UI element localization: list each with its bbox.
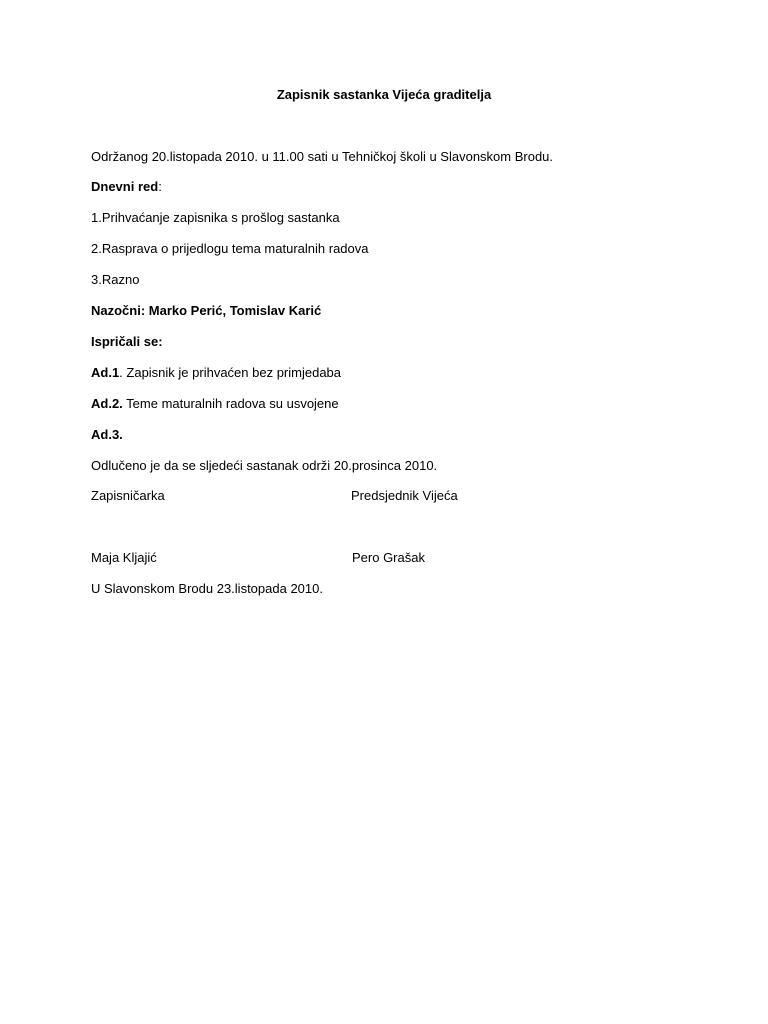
agenda-colon: : [158,179,162,194]
place-date: U Slavonskom Brodu 23.listopada 2010. [91,581,323,596]
agenda-item-2: 2.Rasprava o prijedlogu tema maturalnih radova [91,241,369,256]
ad1-label: Ad.1 [91,365,120,380]
agenda-label: Dnevni red [91,179,159,194]
ad1-text: . Zapisnik je prihvaćen bez primjedaba [119,365,342,380]
ad2-paragraph [91,396,339,412]
ad2-text: Teme maturalnih radova su usvojene [122,396,339,411]
decision-text: Odlučeno je da se sljedeći sastanak održi 20.prosinca 2010. [91,458,438,473]
president-role: Predsjednik Vijeća [351,488,458,503]
ad2-label: Ad.2. [91,396,123,411]
ad1-paragraph [91,365,341,381]
agenda-heading [91,179,162,195]
recorder-role: Zapisničarka [91,488,165,503]
ad3-label: Ad.3. [91,427,123,442]
present-list: Nazočni: Marko Perić, Tomislav Karić [91,303,322,318]
recorder-name: Maja Kljajić [91,550,157,565]
agenda-item-1: 1.Prihvaćanje zapisnika s prošlog sastanka [91,210,340,225]
agenda-item-3: 3.Razno [91,272,140,287]
excused-list: Ispričali se: [91,334,163,349]
president-name: Pero Grašak [352,550,425,565]
document-title: Zapisnik sastanka Vijeća graditelja [276,87,492,102]
meeting-intro: Održanog 20.listopada 2010. u 11.00 sati u Tehničkoj školi u Slavonskom Brodu. [91,149,554,164]
